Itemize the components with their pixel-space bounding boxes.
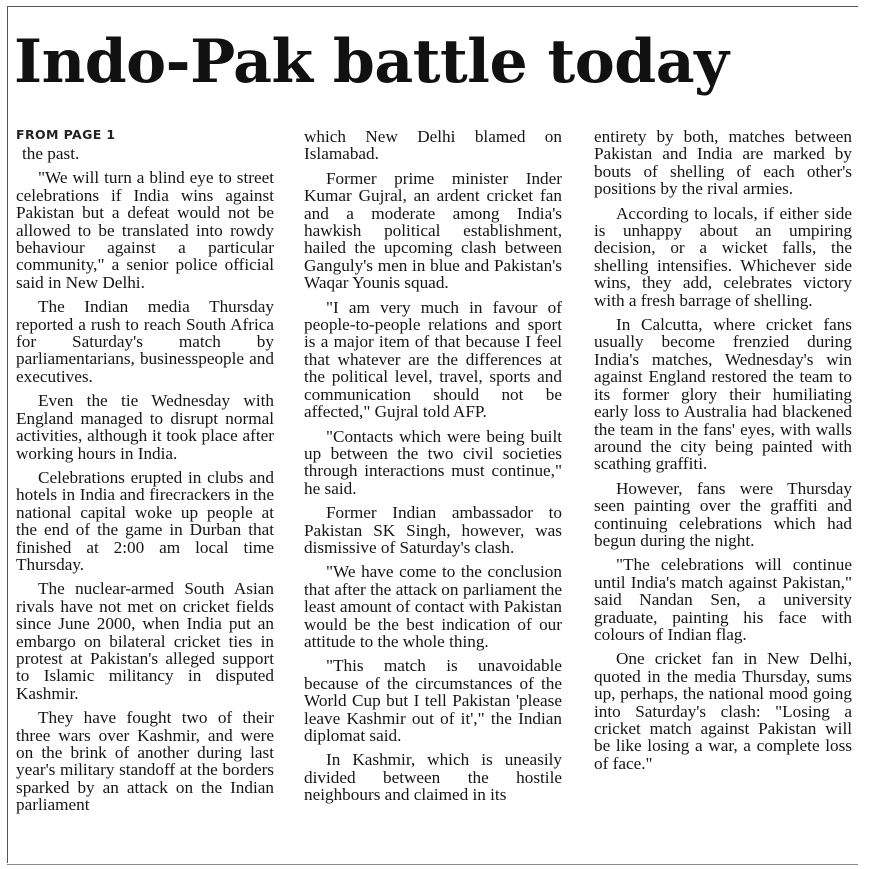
paragraph: Former Indian ambassador to Pakistan SK Singh, however, was dismissive of Saturday's clash.: [304, 503, 562, 557]
paragraph: Celebrations erupted in clubs and hotels in India and firecrackers in the national capital woke up people at the end of the game in Durban that finished at 2:00 am local time Thursday.: [16, 467, 274, 574]
paragraph: In Kashmir, which is uneasily divided between the hostile neighbours and claimed in its: [304, 750, 562, 805]
paragraph: "The celebrations will continue until India's match against Pakistan," said Nandan Sen, a university graduate, painting his face with colours of Indian flag.: [594, 555, 852, 644]
paragraph: One cricket fan in New Delhi, quoted in the media Thursday, sums up, perhaps, the national mood going into Saturday's clash: "Losing a cricket match against Pakistan will be like losing a war, a complete loss of face.": [594, 649, 852, 773]
paragraph: which New Delhi blamed on Islamabad.: [304, 127, 562, 164]
paragraph: "We will turn a blind eye to street celebrations if India wins against Pakistan but a defeat would not be allowed to be translated into rowdy behaviour against a particular community," a senior police official said in New Delhi.: [16, 168, 274, 292]
bottom-border-rule: [7, 864, 858, 865]
paragraph: However, fans were Thursday seen painting over the graffiti and continuing celebrations which had begun during the night.: [594, 478, 852, 550]
left-border-rule-lower: [7, 333, 8, 863]
left-border-rule: [7, 6, 8, 333]
from-page-kicker: FROM PAGE 1: [16, 127, 116, 142]
paragraph: According to locals, if either side is unhappy about an umpiring decision, or a wicket falls, the shelling intensifies. Whichever side wins, they add, celebrates victory with a fresh barrage of shelling.: [594, 203, 852, 310]
paragraph: The nuclear-armed South Asian rivals have not met on cricket fields since June 2000, when India put an embargo on bilateral cricket ties in protest at Pakistan's alleged support to Islamic militancy in disputed Kashmir.: [16, 579, 274, 703]
article-column-1: [16, 128, 274, 821]
article-column-2: [304, 128, 562, 811]
paragraph: "Contacts which were being built up between the two civil societies through interactions must continue," he said.: [304, 426, 562, 498]
paragraph: They have fought two of their three wars over Kashmir, and were on the brink of another during last year's military standoff at the borders sparked by an attack on the Indian parliament: [16, 708, 274, 815]
paragraph: Even the tie Wednesday with England managed to disrupt normal activities, although it took place after working hours in India.: [16, 391, 274, 463]
headline: Indo-Pak battle today: [14, 27, 729, 97]
paragraph: entirety by both, matches between Pakistan and India are marked by bouts of shelling of each other's positions by the rival armies.: [594, 127, 852, 199]
paragraph: In Calcutta, where cricket fans usually become frenzied during India's matches, Wednesday's win against England restored the team to its former glory their humiliating early loss to Australia had blackened the team in the fans' eyes, with walls around the city being painted with scathing graffiti.: [594, 315, 852, 474]
article-column-3: [594, 128, 852, 779]
paragraph: "I am very much in favour of people-to-people relations and sport is a major item of that because I feel that whatever are the differences at the political level, travel, sports and communication should not be affected," Gujral told AFP.: [304, 297, 562, 422]
paragraph: The Indian media Thursday reported a rush to reach South Africa for Saturday's match by parliamentarians, businesspeople and executives.: [16, 297, 274, 386]
paragraph: the past.: [22, 144, 80, 163]
paragraph: "We have come to the conclusion that after the attack on parliament the least amount of contact with Pakistan would be the best indication of our attitude to the whole thing.: [304, 562, 562, 651]
paragraph: Former prime minister Inder Kumar Gujral, an ardent cricket fan and a moderate among India's hawkish political establishment, hailed the upcoming clash between Ganguly's men in blue and Pakistan's Waqar Younis squad.: [304, 168, 562, 293]
top-border-rule: [7, 6, 858, 7]
paragraph: "This match is unavoidable because of the circumstances of the World Cup but I tell Pakistan 'please leave Kashmir out of it'," the Indian diplomat said.: [304, 656, 562, 745]
